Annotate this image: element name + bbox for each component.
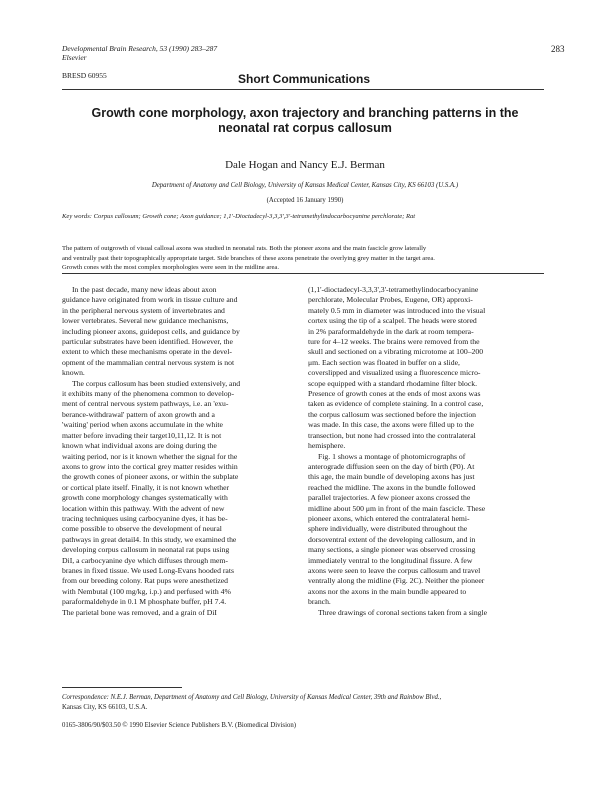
text-line: pioneer axons, which entered the contralateral hemi- [308, 513, 470, 523]
text-line: matter before invading their target10,11,12. It is not [62, 430, 222, 440]
text-line: axons were seen to leave the corpus callosum and travel [308, 565, 481, 575]
text-line: transection, but none had crossed into the contralateral [308, 430, 476, 440]
header-rule [62, 89, 544, 90]
text-line: ment of central nervous system pathways, i.e. an 'exu- [62, 399, 229, 409]
text-line: opment of the mammalian central nervous system is not [62, 357, 235, 367]
text-line: Fig. 1 shows a montage of photomicrographs of [318, 451, 466, 461]
article-title [70, 106, 540, 136]
abstract [62, 244, 544, 273]
text-line: extent to which these mechanisms operate in the devel- [62, 347, 232, 357]
text-line: sphere individually, were distributed throughout the [308, 524, 468, 534]
text-line: scope equipped with a standard rhodamine filter block. [308, 378, 478, 388]
text-line: anterograde diffusion seen on the day of birth (P0). At [308, 461, 475, 471]
body-column-right [308, 285, 544, 618]
text-line: Three drawings of coronal sections taken from a single [318, 607, 488, 617]
affiliation: Department of Anatomy and Cell Biology, University of Kansas Medical Center, Kansas City, KS 66103 (U.S.A.) [151, 182, 459, 189]
text-line: waiting period, nor is it known whether the signal for the [62, 451, 238, 461]
text-line: in the peripheral nervous system of invertebrates and [62, 305, 225, 315]
text-line: guidance have originated from work in tissue culture and [62, 295, 238, 305]
text-line: and ventrally past their topographically appropriate target. Side branches of these axons penetrate the overlying grey matter in the target area. [62, 254, 435, 262]
text-line: or cortical plate itself. Finally, it is not known whether [62, 482, 230, 492]
text-line: perchlorate, Molecular Probes, Eugene, OR) approxi- [308, 295, 473, 305]
article-code: BRESD 60955 [62, 71, 107, 80]
text-line: mately 0.5 mm in diameter was introduced into the visual [308, 305, 486, 315]
text-line: from our breeding colony. Rat pups were anesthetized [62, 576, 229, 586]
section-heading: Short Communications [238, 72, 371, 86]
text-line: skull and sectioned on a vibrating microtome at 100–200 [308, 347, 484, 357]
abstract-rule [62, 273, 544, 274]
accepted-date: (Accepted 16 January 1990) [266, 197, 344, 204]
text-line: paraformaldehyde in 0.1 M phosphate buffer, pH 7.4. [62, 597, 227, 607]
text-line: The parietal bone was removed, and a grain of DiI [62, 607, 217, 617]
text-line: developing corpus callosum in neonatal rat pups using [62, 545, 230, 555]
text-line: coverslipped and visualized using a fluorescence micro- [308, 368, 481, 378]
text-line: known. [62, 368, 85, 378]
text-line: many sections, a single pioneer was observed crossing [308, 545, 476, 555]
text-line: The pattern of outgrowth of visual callosal axons was studied in neonatal rats. Both the pioneer axons and the main fascicle grow laterally [62, 245, 427, 252]
text-line: the corpus callosum was sectioned before the injection [308, 409, 477, 419]
text-line: μm. Each section was floated in buffer on a slide, [308, 357, 460, 367]
text-line: The corpus callosum has been studied extensively, and [72, 378, 241, 388]
text-line: particular substrates have been identified. However, the [62, 337, 233, 347]
keywords: Key words: Corpus callosum; Growth cone; Axon guidance; 1,1'-Dioctadecyl-3,3,3',3'-tetramethylindocarbocyanine perchlorate; Rat [62, 213, 416, 220]
text-line: reached the midline. The axons in the bundle followed [308, 482, 476, 492]
text-line: (1,1'-dioctadecyl-3,3,3',3'-tetramethylindocarbocyanine [308, 285, 479, 294]
text-line: Growth cones with the most complex morphologies were seen in the midline area. [62, 264, 279, 271]
copyright-line: 0165-3806/90/$03.50 © 1990 Elsevier Science Publishers B.V. (Biomedical Division) [62, 722, 297, 729]
text-line: ventrally along the midline (Fig. 2C). Neither the pioneer [308, 576, 485, 586]
journal-line: Developmental Brain Research, 53 (1990) 283–287 [62, 44, 218, 53]
text-line: this age, the main bundle of developing axons has just [308, 472, 475, 482]
text-line: location within this pathway. With the advent of new [62, 503, 225, 513]
correspondence-note [62, 693, 544, 712]
page-number: 283 [551, 44, 565, 54]
text-line: berance-withdrawal' pattern of axon growth and a [62, 409, 215, 419]
footnote-rule [62, 687, 182, 688]
text-line: hemisphere. [308, 441, 346, 451]
text-line: it exhibits many of the phenomena common to develop- [62, 389, 235, 399]
text-line: in 2% paraformaldehyde in the dark at room tempera- [308, 326, 474, 336]
text-line: parallel trajectories. A few pioneer axons crossed the [308, 493, 471, 503]
correspondence-line: Correspondence: N.E.J. Berman, Department of Anatomy and Cell Biology, University of Kansas Medical Center, 39th and Rainbow Blvd., [62, 694, 442, 701]
body-column-left [62, 285, 298, 618]
text-line: including pioneer axons, guidepost cells, and guidance by [62, 326, 240, 336]
text-line: DiI, a carbocyanine dye which diffuses through mem- [62, 555, 228, 565]
text-line: immediately ventral to the longitudinal fissure. A few [308, 555, 473, 565]
text-line: 'waiting' period when axons accumulate in the white [62, 420, 223, 430]
text-line: come possible to observe the development of neural [62, 524, 222, 534]
text-line: In the past decade, many new ideas about axon [72, 285, 217, 294]
text-line: tracing techniques using carbocyanine dyes, it has be- [62, 513, 228, 523]
title-line: neonatal rat corpus callosum [218, 121, 392, 135]
text-line: branes in fixed tissue. We used Long-Evans hooded rats [62, 565, 234, 575]
text-line: dorsoventral extent of the developing callosum, and in [308, 534, 476, 544]
text-line: branch. [308, 597, 331, 607]
text-line: growth cone morphology changes systematically with [62, 493, 228, 503]
authors: Dale Hogan and Nancy E.J. Berman [225, 159, 385, 171]
correspondence-line: Kansas City, KS 66103, U.S.A. [62, 703, 148, 711]
text-line: pathways in great detail4. In this study, we examined the [62, 534, 237, 544]
title-line: Growth cone morphology, axon trajectory and branching patterns in the [91, 106, 519, 120]
text-line: axons to grow into the cortical grey matter resides within [62, 461, 238, 471]
text-line: the growth cones of pioneer axons, or within the subplate [62, 472, 239, 482]
text-line: with Nembutal (100 mg/kg, i.p.) and perfused with 4% [62, 586, 231, 596]
text-line: ture for 4–12 weeks. The brains were removed from the [308, 337, 480, 347]
text-line: midline about 500 μm in front of the main fascicle. These [308, 503, 486, 513]
journal-citation [62, 44, 217, 62]
text-line: was made. In this case, the axons were filled up to the [308, 420, 474, 430]
text-line: known what individual axons are doing during the [62, 441, 217, 451]
text-line: axons nor the axons in the main bundle appeared to [308, 586, 467, 596]
text-line: lower vertebrates. Several new guidance mechanisms, [62, 316, 229, 326]
text-line: cortex using the tip of a scalpel. The heads were stored [308, 316, 477, 326]
publisher: Elsevier [62, 53, 87, 62]
text-line: Presence of growth cones at the ends of most axons was [308, 389, 481, 399]
text-line: taken as evidence of complete staining. In a control case, [308, 399, 484, 409]
